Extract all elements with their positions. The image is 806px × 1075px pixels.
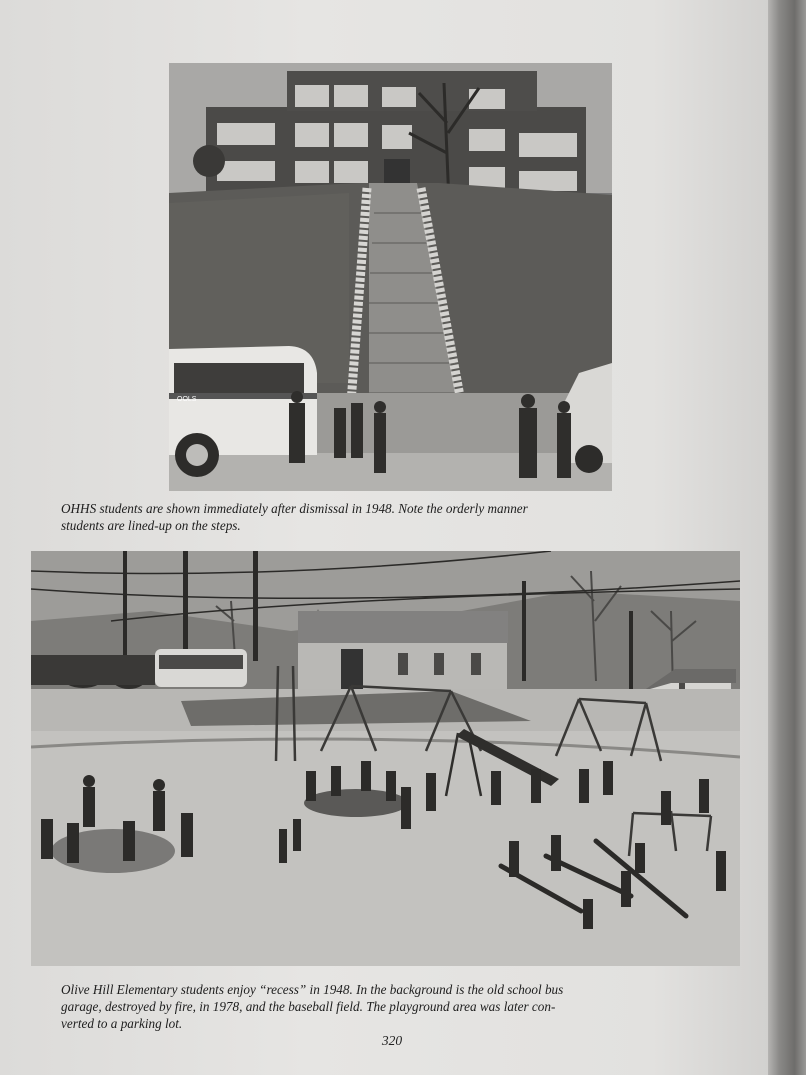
playground-photo-icon <box>31 551 740 966</box>
caption-line: verted to a parking lot. <box>61 1016 183 1031</box>
page-number: 320 <box>381 1033 403 1048</box>
school-building-photo <box>169 63 612 491</box>
top-photo-caption <box>61 500 761 534</box>
caption-line: OHHS students are shown immediately after dismissal in 1948. Note the orderly manner <box>61 501 528 516</box>
playground-photo <box>31 551 740 966</box>
book-spine-edge <box>768 0 806 1075</box>
caption-line: Olive Hill Elementary students enjoy “recess” in 1948. In the background is the old school bus <box>61 982 564 997</box>
caption-line: students are lined-up on the steps. <box>61 518 241 533</box>
bottom-photo-caption <box>61 981 761 1032</box>
bus-sign-text: OOLS <box>177 396 197 403</box>
caption-line: garage, destroyed by fire, in 1978, and the baseball field. The playground area was later con- <box>61 999 556 1014</box>
school-building-photo-icon <box>169 63 612 491</box>
